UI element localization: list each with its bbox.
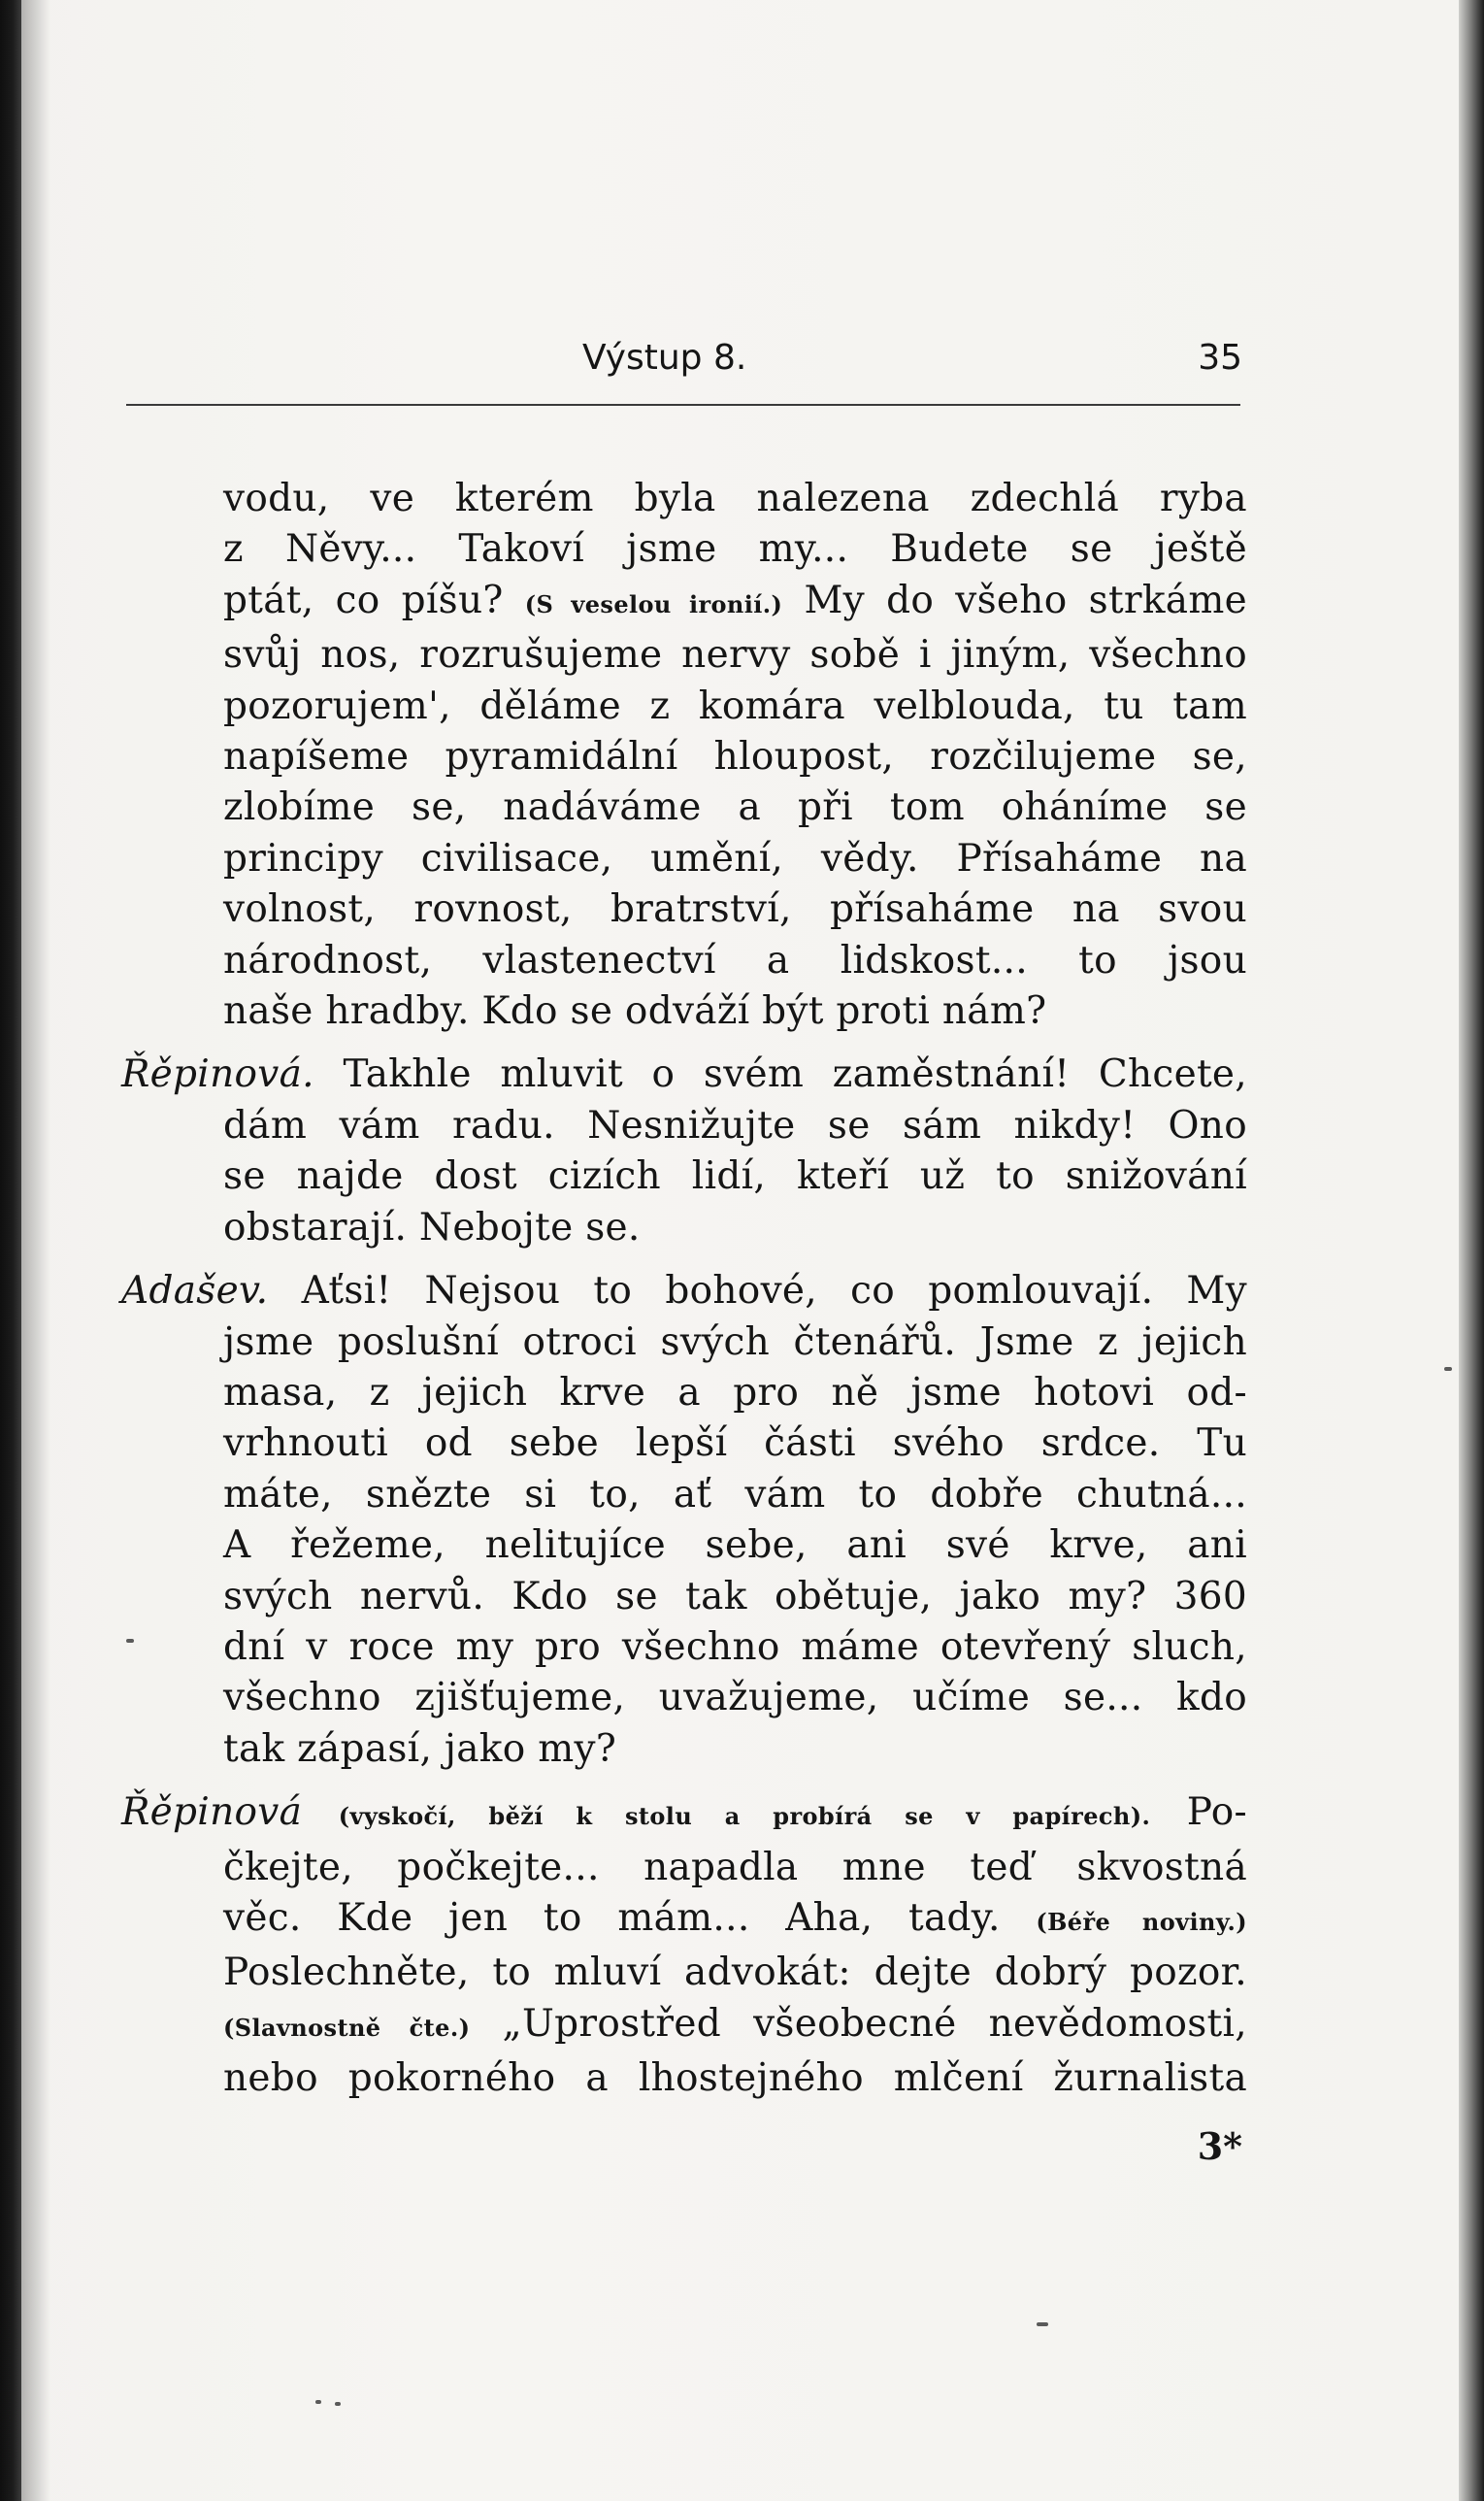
stage-direction: (vyskočí, běží k stolu a probírá se v papírech). [338, 1802, 1151, 1831]
page-number: 35 [1198, 338, 1242, 378]
text-line: všechno zjišťujeme, uvažujeme, učíme se... kdo [223, 1676, 1247, 1720]
speaker-name: Řěpinová [121, 1790, 303, 1835]
stage-direction: (S veselou ironií.) [524, 589, 783, 618]
text-line: dám vám radu. Nesnižujte se sám nikdy! Ono [223, 1103, 1247, 1148]
text-line: A řežeme, nelitujíce sebe, ani své krve, ani [223, 1523, 1247, 1568]
print-speck [126, 1639, 134, 1643]
text-line: z Něvy... Takoví jsme my... Budete se ještě [223, 527, 1247, 572]
text-line: se najde dost cizích lidí, kteří už to snižování [223, 1154, 1247, 1199]
text-line: obstarají. Nebojte se. [223, 1205, 641, 1250]
text-line: čkejte, počkejte... napadla mne teď skvostná [223, 1845, 1247, 1889]
text-line: nebo pokorného a lhostejného mlčení žurnalista [223, 2056, 1247, 2101]
speaker-name: Adašev. [121, 1269, 269, 1314]
page-edge-shadow [1459, 0, 1484, 2501]
text-line: pozorujem', děláme z komára velblouda, tu tam [223, 684, 1247, 728]
print-speck [1444, 1367, 1452, 1371]
text-line: principy civilisace, umění, vědy. Přísaháme na [223, 836, 1247, 881]
text-line: Poslechněte, to mluví advokát: dejte dobrý pozor. [223, 1951, 1247, 1995]
speaker-name: Řěpinová. [121, 1052, 314, 1097]
stage-direction: (Slavnostně čte.) [223, 2013, 471, 2042]
text-line: máte, snězte si to, ať vám to dobře chutná... [223, 1472, 1247, 1517]
speech-start-repinova: Řěpinová. Takhle mluvit o svém zaměstnání! Chcete, [121, 1052, 1247, 1097]
speech-start-adasev: Adašev. Aťsi! Nejsou to bohové, co pomlouvají. My [121, 1269, 1248, 1314]
text-line: masa, z jejich krve a pro ně jsme hotovi od- [223, 1370, 1247, 1415]
running-title: Výstup 8. [582, 338, 747, 378]
stage-direction: (Béře noviny.) [1036, 1907, 1247, 1936]
book-spine-shadow [0, 0, 21, 2501]
text-line: napíšeme pyramidální hloupost, rozčilujeme se, [223, 735, 1247, 780]
text-line: národnost, vlastenectví a lidskost... to jsou [223, 938, 1247, 983]
header-rule [126, 404, 1240, 406]
play-text [121, 474, 1247, 2105]
signature-mark: 3* [1197, 2124, 1242, 2168]
page-header [582, 338, 1242, 390]
text-line: vrhnouti od sebe lepší části svého srdce. Tu [223, 1421, 1247, 1466]
print-speck [315, 2400, 321, 2404]
text-line: tak zápasí, jako my? [223, 1726, 617, 1771]
text-line: volnost, rovnost, bratrství, přísaháme na svou [223, 887, 1247, 932]
text-line: zlobíme se, nadáváme a při tom oháníme se [223, 785, 1247, 830]
text-line: naše hradby. Kdo se odváží být proti nám? [223, 989, 1047, 1034]
gutter-gradient [21, 0, 50, 2501]
text-line: (Slavnostně čte.) „Uprostřed všeobecné nevědomosti, [223, 2001, 1247, 2046]
text-line: vodu, ve kterém byla nalezena zdechlá ryba [223, 477, 1247, 520]
print-speck [1037, 2322, 1048, 2326]
text-line: věc. Kde jen to mám... Aha, tady. (Béře noviny.) [223, 1895, 1247, 1940]
text-line: dní v roce my pro všechno máme otevřený sluch, [223, 1624, 1247, 1669]
speech-start-repinova-2: Řěpinová (vyskočí, běží k stolu a probírá se v papírech). Po- [121, 1790, 1248, 1835]
text-line: ptát, co píšu? (S veselou ironií.) My do všeho strkáme [223, 578, 1247, 622]
print-speck [335, 2402, 341, 2406]
text-line: svůj nos, rozrušujeme nervy sobě i jiným, všechno [223, 633, 1247, 678]
text-line: svých nervů. Kdo se tak obětuje, jako my? 360 [223, 1574, 1247, 1618]
text-line: jsme poslušní otroci svých čtenářů. Jsme z jejich [223, 1319, 1247, 1364]
